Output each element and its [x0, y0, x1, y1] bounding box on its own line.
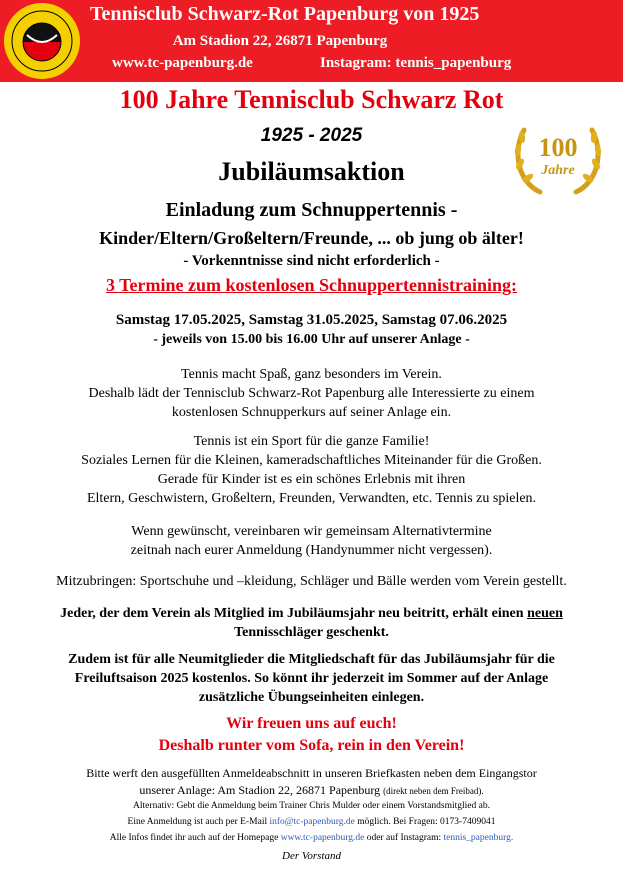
- text-line: kostenlosen Schnupperkurs auf seiner Anlage ein.: [171, 405, 452, 420]
- footer-registration: [0, 765, 623, 800]
- dates-heading: 3 Termine zum kostenlosen Schnuppertennistraining:: [105, 275, 518, 295]
- footer-address-note: (direkt neben dem Freibad).: [383, 786, 484, 796]
- club-name: Tennisclub Schwarz-Rot Papenburg von 1925: [90, 3, 480, 25]
- text-line: Eltern, Geschwistern, Großeltern, Freunden, Verwandten, etc. Tennis zu spielen.: [86, 491, 537, 506]
- text-line: Gerade für Kinder ist es ein schönes Erlebnis mit ihren: [157, 472, 466, 487]
- club-website[interactable]: www.tc-papenburg.de: [112, 55, 253, 71]
- anniversary-title: 100 Jahre Tennisclub Schwarz Rot: [119, 85, 504, 114]
- training-dates: Samstag 17.05.2025, Samstag 31.05.2025, Samstag 07.06.2025: [115, 312, 508, 328]
- text-line: Tennis macht Spaß, ganz besonders im Verein.: [181, 367, 442, 382]
- club-instagram[interactable]: Instagram: tennis_papenburg: [320, 55, 512, 71]
- text-line: Deshalb lädt der Tennisclub Schwarz-Rot Papenburg alle Interessierte zu einem: [88, 386, 535, 401]
- alternative-dates-paragraph: [0, 522, 623, 560]
- action-heading: Jubiläumsaktion: [218, 157, 405, 186]
- training-time: - jeweils von 15.00 bis 16.00 Uhr auf unserer Anlage -: [153, 332, 470, 347]
- text-line: [0, 814, 623, 830]
- intro-paragraph: [0, 365, 623, 422]
- text-line: Alternativ: Gebt die Anmeldung beim Trainer Chris Mulder oder einem Vorstandsmitglied ab.: [133, 801, 490, 811]
- footer-insta-prefix: oder auf Instagram:: [364, 833, 444, 843]
- text-line: Wenn gewünscht, vereinbaren wir gemeinsam Alternativtermine: [131, 524, 492, 539]
- instagram-link[interactable]: tennis_papenburg.: [443, 833, 514, 843]
- footer-contact: [0, 798, 623, 846]
- badge-word: Jahre: [541, 163, 575, 178]
- signature: Der Vorstand: [282, 850, 341, 862]
- footer-home-prefix: Alle Infos findet ihr auch auf der Homepage: [109, 833, 281, 843]
- website-link[interactable]: www.tc-papenburg.de: [280, 833, 365, 843]
- text-line: Bitte werft den ausgefüllten Anmeldeabschnitt in unseren Briefkasten neben dem Eingangstor: [86, 766, 537, 780]
- text-line: Tennisschläger geschenkt.: [234, 625, 389, 640]
- footer-email-prefix: Eine Anmeldung ist auch per E-Mail: [127, 817, 270, 827]
- footer-phone: möglich. Bei Fragen: 0173-7409041: [354, 817, 496, 827]
- new-member-offer: [0, 604, 623, 642]
- offer-underlined: neuen: [527, 606, 563, 621]
- badge-number: 100: [538, 133, 578, 162]
- family-paragraph: [0, 432, 623, 508]
- club-logo: [3, 2, 81, 80]
- club-address: Am Stadion 22, 26871 Papenburg: [172, 33, 388, 49]
- no-skills-line: - Vorkenntnisse sind nicht erforderlich -: [183, 253, 440, 269]
- text-line: Tennis ist ein Sport für die ganze Familie!: [193, 434, 430, 449]
- text-line: [0, 830, 623, 846]
- text-line: Freiluftsaison 2025 kostenlos. So könnt ihr jederzeit im Sommer auf der Anlage: [74, 671, 549, 686]
- audience-line: Kinder/Eltern/Großeltern/Freunde, ... ob jung ob älter!: [99, 228, 524, 248]
- text-line: zusätzliche Übungseinheiten einlegen.: [198, 690, 425, 705]
- footer-address: unserer Anlage: Am Stadion 22, 26871 Papenburg: [139, 783, 381, 797]
- equipment-paragraph: Mitzubringen: Sportschuhe und –kleidung, Schläger und Bälle werden vom Verein gestellt.: [56, 574, 567, 589]
- email-link[interactable]: info@tc-papenburg.de: [269, 817, 355, 827]
- anniversary-years: 1925 - 2025: [260, 125, 363, 146]
- text-line: [0, 604, 623, 623]
- text-line: zeitnah nach eurer Anmeldung (Handynummer nicht vergessen).: [130, 543, 493, 558]
- invitation-heading: Einladung zum Schnuppertennis -: [165, 199, 458, 221]
- offer-text: Jeder, der dem Verein als Mitglied im Jubiläumsjahr neu beitritt, erhält einen: [60, 606, 528, 621]
- closing-line-2: Deshalb runter vom Sofa, rein in den Verein!: [158, 737, 465, 754]
- membership-paragraph: [0, 650, 623, 707]
- closing-line-1: Wir freuen uns auf euch!: [226, 715, 397, 732]
- text-line: Zudem ist für alle Neumitglieder die Mitgliedschaft für das Jubiläumsjahr für die: [68, 652, 555, 667]
- header-banner: [0, 0, 623, 82]
- text-line: Soziales Lernen für die Kleinen, kameradschaftliches Miteinander für die Großen.: [81, 453, 542, 468]
